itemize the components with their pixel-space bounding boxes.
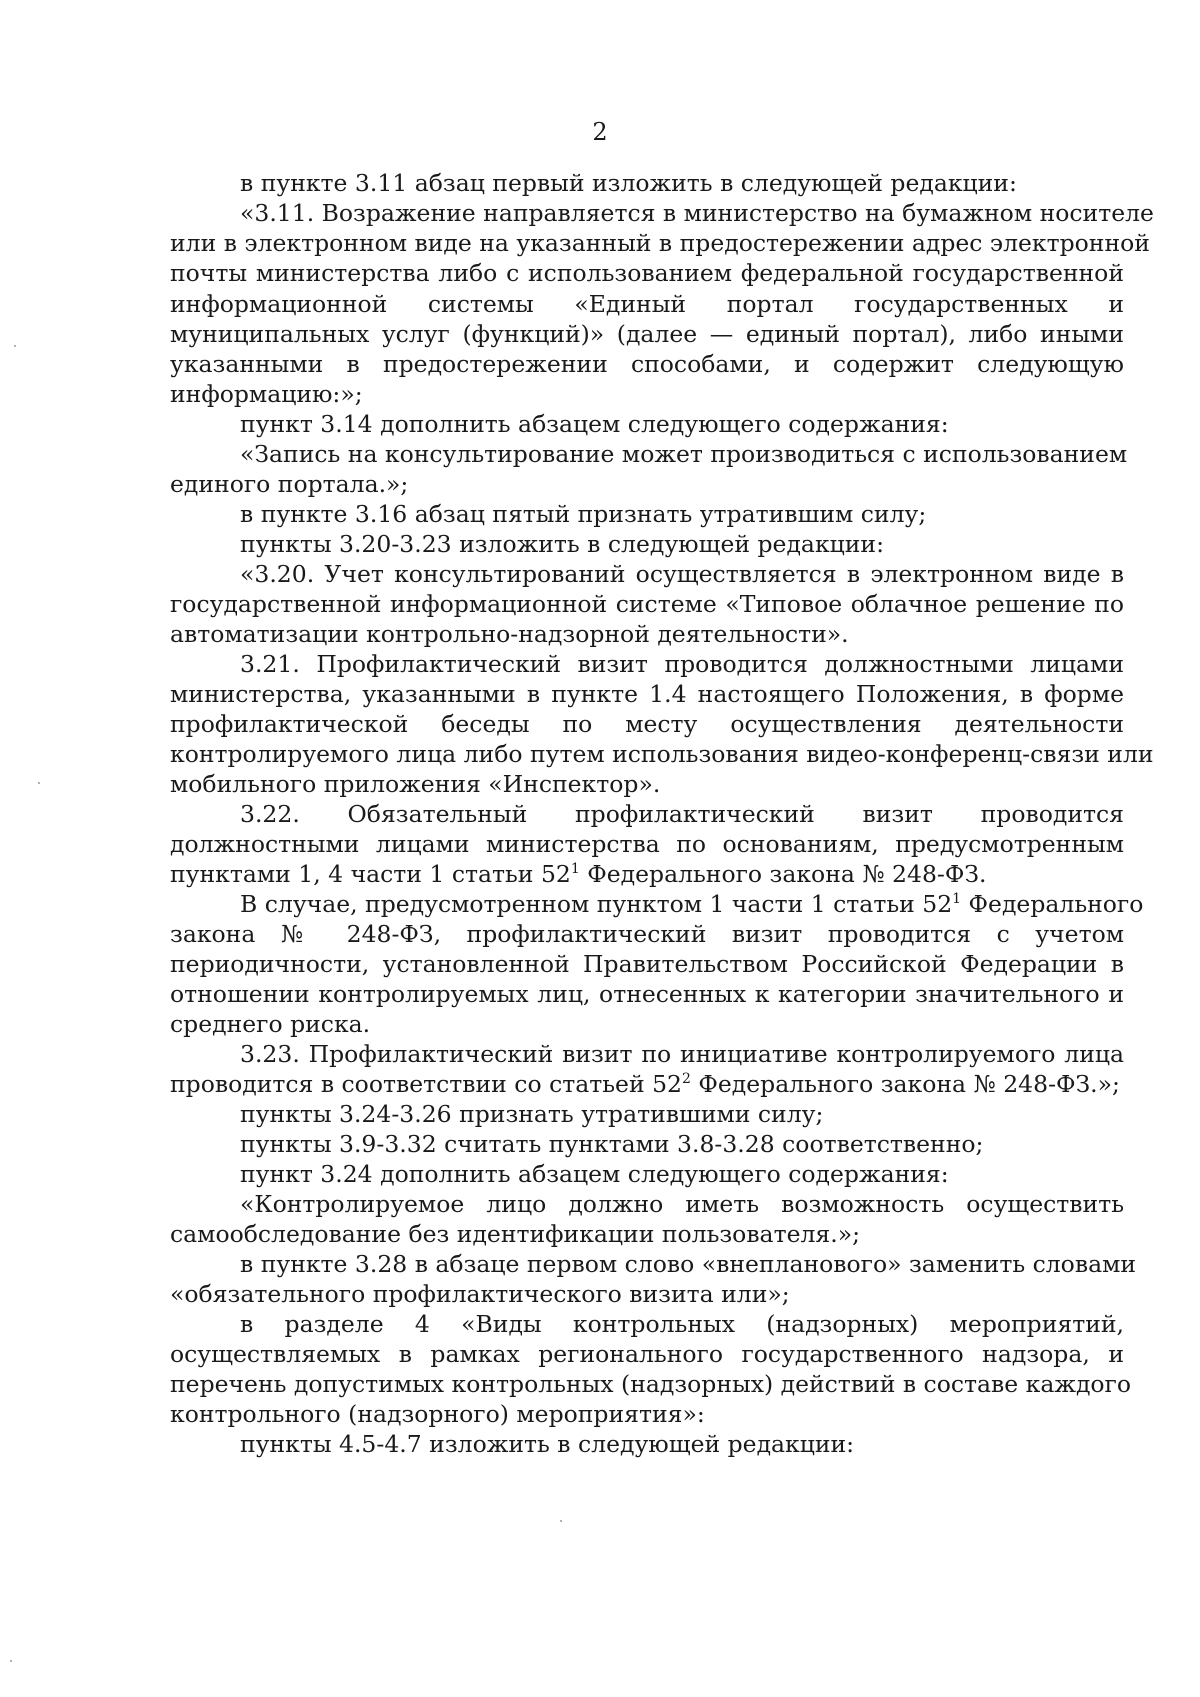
text-line: профилактической беседы по месту осуществления деятельности: [170, 710, 1124, 738]
text-line: среднего риска.: [170, 1010, 371, 1038]
text-line: информационной системы «Единый портал государственных и: [170, 290, 1124, 318]
text-line: самообследование без идентификации пользователя.»;: [170, 1220, 860, 1248]
text-line: перечень допустимых контрольных (надзорных) действий в составе каждого: [170, 1370, 1132, 1398]
text-line: автоматизации контрольно-надзорной деятельности».: [170, 620, 849, 648]
text-line: пункты 4.5-4.7 изложить в следующей редакции:: [240, 1430, 855, 1458]
text-line: пунктами 1, 4 части 1 статьи $52^1$ Федерального закона № 248-ФЗ.: [170, 860, 987, 888]
text-line: «Контролируемое лицо должно иметь возможность осуществить: [240, 1190, 1124, 1218]
text-line: единого портала.»;: [170, 470, 409, 498]
text-line: в пункте 3.11 абзац первый изложить в следующей редакции:: [240, 169, 1017, 197]
text-line: в пункте 3.16 абзац пятый признать утратившим силу;: [240, 500, 927, 528]
text-line: министерства, указанными в пункте 1.4 настоящего Положения, в форме: [170, 680, 1124, 708]
scan-speck: [14, 345, 16, 347]
text-line: или в электронном виде на указанный в предостережении адрес электронной: [170, 229, 1150, 257]
text-line: государственной информационной системе «Типовое облачное решение по: [170, 590, 1124, 618]
text-line: «обязательного профилактического визита или»;: [170, 1280, 790, 1308]
text-line: почты министерства либо с использованием федеральной государственной: [170, 259, 1124, 287]
text-line: отношении контролируемых лиц, отнесенных к категории значительного и: [170, 980, 1124, 1008]
text-line: 3.22. Обязательный профилактический визит проводится: [240, 800, 1124, 828]
text-line: 3.21. Профилактический визит проводится должностными лицами: [240, 650, 1124, 678]
text-line: «3.20. Учет консультирований осуществляется в электронном виде в: [240, 560, 1124, 588]
text-line: закона № 248-ФЗ, профилактический визит проводится с учетом: [170, 920, 1124, 948]
scan-speck: [560, 1520, 562, 1522]
text-line: периодичности, установленной Правительством Российской Федерации в: [170, 950, 1124, 978]
scan-speck: [38, 782, 40, 784]
page-number: 2: [592, 118, 608, 146]
text-line: контрольного (надзорного) мероприятия»:: [170, 1400, 705, 1428]
text-line: в пункте 3.28 в абзаце первом слово «внепланового» заменить словами: [240, 1250, 1137, 1278]
scan-speck: [10, 1660, 12, 1662]
text-line: проводится в соответствии со статьей $52^2$ Федерального закона № 248-ФЗ.»;: [170, 1070, 1120, 1098]
text-line: В случае, предусмотренном пунктом 1 части 1 статьи $52^1$ Федерального: [240, 890, 1144, 918]
text-line: «3.11. Возражение направляется в министерство на бумажном носителе: [240, 199, 1154, 227]
text-line: должностными лицами министерства по основаниям, предусмотренным: [170, 830, 1124, 858]
text-line: информацию:»;: [170, 380, 363, 408]
text-line: муниципальных услуг (функций)» (далее — единый портал), либо иными: [170, 320, 1124, 348]
text-line: пункты 3.20-3.23 изложить в следующей редакции:: [240, 530, 884, 558]
text-line: указанными в предостережении способами, и содержит следующую: [170, 350, 1124, 378]
text-line: 3.23. Профилактический визит по инициативе контролируемого лица: [240, 1040, 1124, 1068]
text-line: пункты 3.9-3.32 считать пунктами 3.8-3.28 соответственно;: [240, 1130, 984, 1158]
text-line: пункты 3.24-3.26 признать утратившими силу;: [240, 1100, 824, 1128]
text-line: осуществляемых в рамках регионального государственного надзора, и: [170, 1340, 1124, 1368]
text-line: пункт 3.14 дополнить абзацем следующего содержания:: [240, 410, 949, 438]
text-line: контролируемого лица либо путем использования видео-конференц-связи или: [170, 740, 1154, 768]
text-line: «Запись на консультирование может производиться с использованием: [240, 440, 1128, 468]
text-line: мобильного приложения «Инспектор».: [170, 770, 661, 798]
text-line: пункт 3.24 дополнить абзацем следующего содержания:: [240, 1160, 949, 1188]
text-line: в разделе 4 «Виды контрольных (надзорных) мероприятий,: [240, 1310, 1124, 1338]
